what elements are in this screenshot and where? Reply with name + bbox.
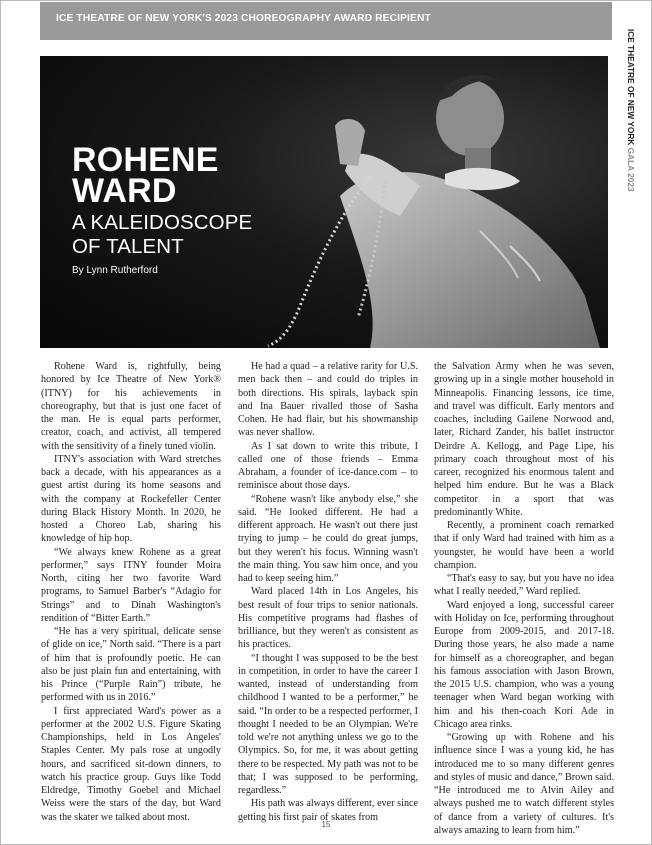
paragraph: As I sat down to write this tribute, I called one of those friends – Emma Abraham, a founder of ice-dance.com – to reminisce about those days. — [238, 440, 418, 492]
hero-photo — [40, 56, 608, 348]
hero-title-block — [72, 141, 253, 276]
paragraph: Rohene Ward is, rightfully, being honored by Ice Theatre of New York® (ITNY) for his achievements in choreography, but that is just one facet of the man. He is equal parts performer, creator, coach, and activist, all tempered with the sensitivity of a finely tuned violin. — [41, 361, 221, 452]
paragraph: His path was always different, ever since getting his first pair of skates from — [238, 798, 418, 823]
paragraph-continued: the Salvation Army when he was seven, growing up in a single mother household in Minneapolis. Financing lessons, ice time, and travel was difficult. Early mentors and coaches, including Gailene Norwood and, later, Richard Zander, his ballet instructor Deirdre A. Kellogg, and Page Lipe, his primary coach throughout most of his career, recognized his enormous talent and helped him endure. But he was a Black competitor in a sport that was predominantly White. — [434, 361, 614, 518]
paragraph: He had a quad – a relative rarity for U.S. men back then – and could do triples in both directions. His spirals, layback spin and Ina Bauer rivalled those of Sasha Cohen. He had flair, but his showmanship was never shallow. — [238, 361, 418, 439]
article-column-3 — [434, 360, 614, 837]
byline: By Lynn Rutherford — [72, 265, 158, 276]
side-running-title-rest: GALA 2023 — [626, 145, 636, 192]
paragraph: Ward placed 14th in Los Angeles, his best result of four trips to senior nationals. His competitive programs had flashes of brilliance, but they weren't as consistent as his practices. — [238, 586, 418, 651]
side-running-title-bold: ICE THEATRE OF NEW YORK — [626, 29, 636, 146]
article-subtitle-line1: A KALEIDOSCOPE — [72, 211, 253, 234]
paragraph: Ward enjoyed a long, successful career with Holiday on Ice, performing throughout Europe from 2009-2015, and 2017-18. During those years, he also made a name for himself as a choreographer, and began his famous association with Jason Brown, the 2015 U.S. champion, who was a young teenager when Ward began working with him and his then-coach Kori Ade in Chicago area rinks. — [434, 599, 614, 730]
paragraph: Recently, a prominent coach remarked that if only Ward had trained with him as a youngster, he would have been a world champion. — [434, 520, 614, 571]
article-column-2 — [238, 360, 418, 824]
page-number: 15 — [321, 820, 331, 829]
paragraph: “Rohene wasn't like anybody else,” she said. “He looked different. He had a different approach. He wasn't out there just trying to jump – he could do great jumps, but they weren't his focus. Winning wasn't the main thing. You saw him once, and you had to keep seeing him.” — [238, 493, 418, 584]
article-column-1 — [41, 360, 221, 824]
article-title-line1: ROHENE — [72, 141, 219, 179]
header-band — [40, 2, 612, 40]
paragraph: “Growing up with Rohene and his influence since I was a young kid, he has introduced me to so many different genres and styles of music and dance,” Brown said. “He introduced me to Alvin Ailey and always pushed me to watch different styles of dance from a variety of cultures. It's always amazing to learn from him.” — [434, 732, 614, 836]
header-band-text: ICE THEATRE OF NEW YORK'S 2023 CHOREOGRAPHY AWARD RECIPIENT — [56, 13, 431, 24]
paragraph: I first appreciated Ward's power as a performer at the 2002 U.S. Figure Skating Championships, held in Los Angeles' Staples Center. My pals rose at ungodly hours, and sacrificed sit-down dinners, to watch his practice group. Guys like Todd Eldredge, Timothy Goebel and Michael Weiss were the stars of the day, but Ward was the skater we talked about most. — [41, 705, 221, 823]
article-title-line2: WARD — [72, 172, 177, 210]
paragraph: “We always knew Rohene as a great performer,” says ITNY founder Moira North, citing her two favorite Ward programs, to Samuel Barber's “Adagio for Strings” and to Dinah Washington's rendition of “Bitter Earth.” — [41, 546, 221, 624]
side-running-title — [624, 29, 636, 192]
paragraph: “I thought I was supposed to be the best in competition, in order to have the career I wanted, instead of understanding from childhood I wanted to be a performer,” he said. “In order to be a respected performer, I thought I needed to be an Olympian. We're told we're not anything unless we go to the Olympics. So, for me, it was about getting there to be respected. My path was not to be that; I was supposed to be performing, regardless.” — [238, 652, 418, 796]
article-subtitle-line2: OF TALENT — [72, 235, 184, 258]
paragraph: ITNY's association with Ward stretches back a decade, with his appearances as a guest artist during its home seasons and with the company at Rockefeller Center during Black History Month. In 2020, he hosted a Choreo Lab, sharing his knowledge of hip hop. — [41, 453, 221, 545]
paragraph: “That's easy to say, but you have no idea what I really needed,” Ward replied. — [434, 573, 614, 598]
paragraph: “He has a very spiritual, delicate sense of glide on ice,” North said. “There is a part of him that is profoundly poetic. He can also be just plain fun and entertaining, with his Prince (“Purple Rain”) tribute, he performed with us in 2016.” — [41, 626, 221, 704]
